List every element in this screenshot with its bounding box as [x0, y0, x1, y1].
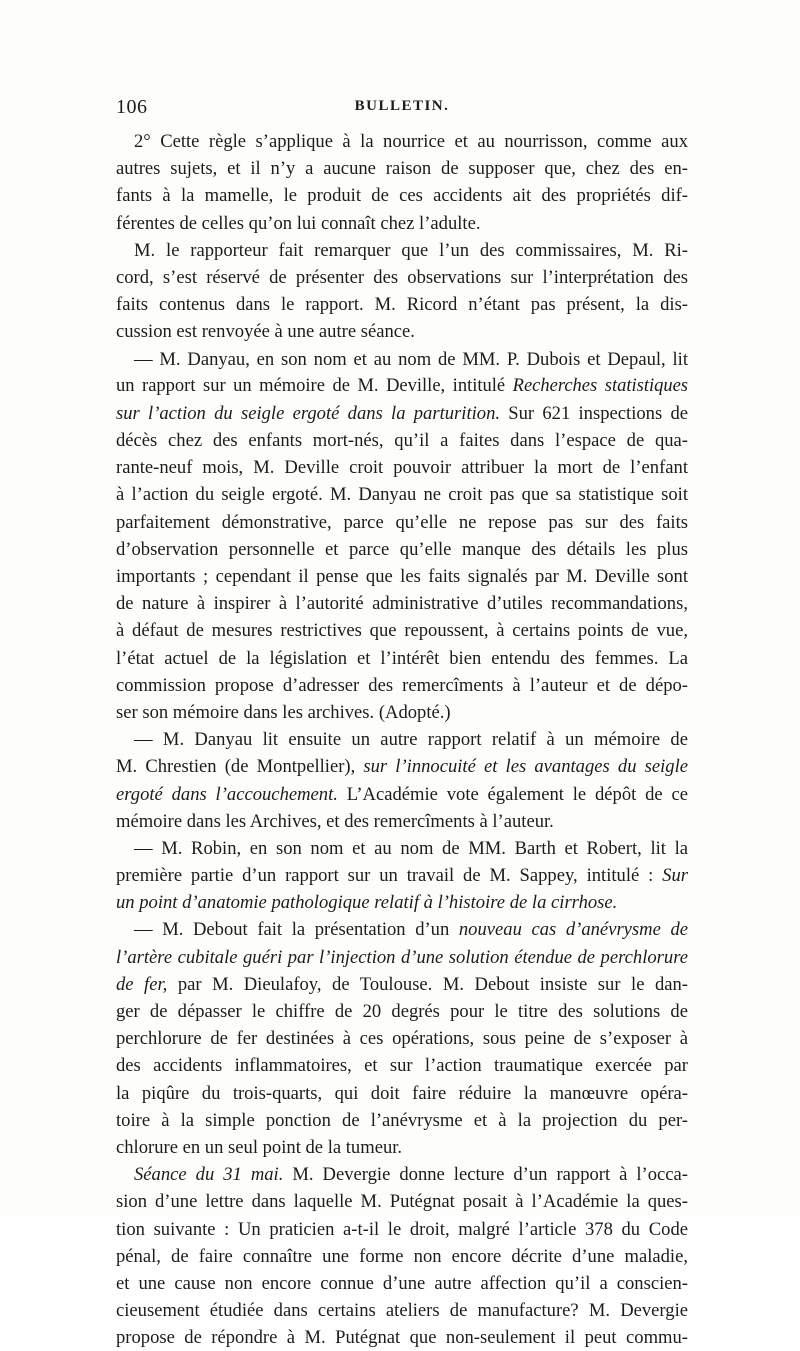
text-line: tion suivante : Un praticien a-t-il le droit, malgré l’article 378 du Code: [116, 1218, 688, 1240]
running-head: [116, 96, 688, 122]
text-line: — M. Debout fait la présentation d’un nouveau cas d’anévrysme de: [134, 919, 688, 941]
text-line: importants ; cependant il pense que les faits signalés par M. Deville sont: [116, 566, 688, 587]
page-number: 106: [116, 96, 148, 118]
text-line: faits contenus dans le rapport. M. Ricord n’étant pas présent, la dis-: [116, 294, 688, 316]
text-line: la piqûre du trois-quarts, qui doit faire réduire la manœuvre opéra-: [116, 1082, 688, 1104]
text-line: ser son mémoire dans les archives. (Adopté.): [116, 701, 451, 723]
text-line: un rapport sur un mémoire de M. Deville, intitulé Recherches statistiques: [116, 375, 689, 396]
text-line: l’état actuel de la législation et l’intérêt bien entendu des femmes. La: [116, 647, 688, 669]
text-line: de nature à inspirer à l’autorité administrative d’utiles recommandations,: [116, 593, 688, 615]
text-line: ergoté dans l’accouchement. L’Académie vote également le dépôt de ce: [116, 783, 688, 805]
text-line: propose de répondre à M. Putégnat que non-seulement il peut commu-: [116, 1327, 688, 1349]
text-line: M. Chrestien (de Montpellier), sur l’innocuité et les avantages du seigle: [116, 756, 688, 778]
running-title: BULLETIN.: [354, 98, 450, 114]
text-line: — M. Danyau lit ensuite un autre rapport relatif à un mémoire de: [134, 729, 688, 751]
text-line: à l’action du seigle ergoté. M. Danyau ne croit pas que sa statistique soit: [116, 484, 688, 506]
text-line: mémoire dans les Archives, et des remercîments à l’auteur.: [116, 810, 554, 832]
text-line: férentes de celles qu’on lui connaît chez l’adulte.: [116, 212, 481, 234]
text-line: M. le rapporteur fait remarquer que l’un des commissaires, M. Ri-: [134, 239, 688, 261]
text-line: sur l’action du seigle ergoté dans la parturition. Sur 621 inspections de: [116, 402, 688, 424]
text-line: perchlorure de fer destinées à ces opérations, sous peine de s’exposer à: [116, 1028, 688, 1050]
text-line: sion d’une lettre dans laquelle M. Putégnat posait à l’Académie la ques-: [116, 1191, 688, 1213]
text-line: 2° Cette règle s’applique à la nourrice et au nourrisson, comme aux: [134, 131, 688, 152]
text-line: toire à la simple ponction de l’anévrysme et à la projection du per-: [116, 1109, 688, 1131]
text-line: de fer, par M. Dieulafoy, de Toulouse. M. Debout insiste sur le dan-: [116, 973, 688, 995]
text-line: et une cause non encore connue d’une autre affection qu’il a conscien-: [116, 1272, 688, 1294]
text-line: rante-neuf mois, M. Deville croit pouvoir attribuer la mort de l’enfant: [116, 457, 688, 479]
text-line: Séance du 31 mai. M. Devergie donne lecture d’un rapport à l’occa-: [134, 1164, 688, 1186]
text-line: — M. Robin, en son nom et au nom de MM. Barth et Robert, lit la: [134, 837, 688, 859]
text-line: parfaitement démonstrative, parce qu’elle ne repose pas sur des faits: [116, 511, 688, 533]
text-line: d’observation personnelle et parce qu’elle manque des détails les plus: [116, 538, 688, 560]
text-line: à défaut de mesures restrictives que repoussent, à certains points de vue,: [116, 620, 688, 642]
text-line: ger de dépasser le chiffre de 20 degrés pour le titre des solutions de: [116, 1001, 688, 1022]
text-line: décès chez des enfants mort-nés, qu’il a faites dans l’espace de qua-: [116, 430, 688, 452]
body-text: [116, 128, 688, 1351]
text-line: un point d’anatomie pathologique relatif à l’histoire de la cirrhose.: [116, 892, 618, 914]
text-line: première partie d’un rapport sur un travail de M. Sappey, intitulé : Sur: [116, 865, 688, 887]
text-line: — M. Danyau, en son nom et au nom de MM. P. Dubois et Depaul, lit: [134, 348, 688, 370]
text-line: fants à la mamelle, le produit de ces accidents ait des propriétés dif-: [116, 185, 688, 207]
text-line: pénal, de faire connaître une forme non encore décrite d’une maladie,: [116, 1245, 688, 1267]
text-line: commission propose d’adresser des remercîments à l’auteur et de dépo-: [116, 674, 688, 696]
text-line: chlorure en un seul point de la tumeur.: [116, 1136, 403, 1158]
text-line: des accidents inflammatoires, et sur l’action traumatique exercée par: [116, 1055, 688, 1077]
text-line: autres sujets, et il n’y a aucune raison de supposer que, chez des en-: [116, 158, 688, 180]
text-line: cussion est renvoyée à une autre séance.: [116, 321, 415, 343]
text-line: l’artère cubitale guéri par l’injection d’une solution étendue de perchlorure: [116, 946, 688, 968]
text-line: cord, s’est réservé de présenter des observations sur l’interprétation des: [116, 266, 688, 288]
text-line: cieusement étudiée dans certains ateliers de manufacture? M. Devergie: [116, 1300, 688, 1322]
